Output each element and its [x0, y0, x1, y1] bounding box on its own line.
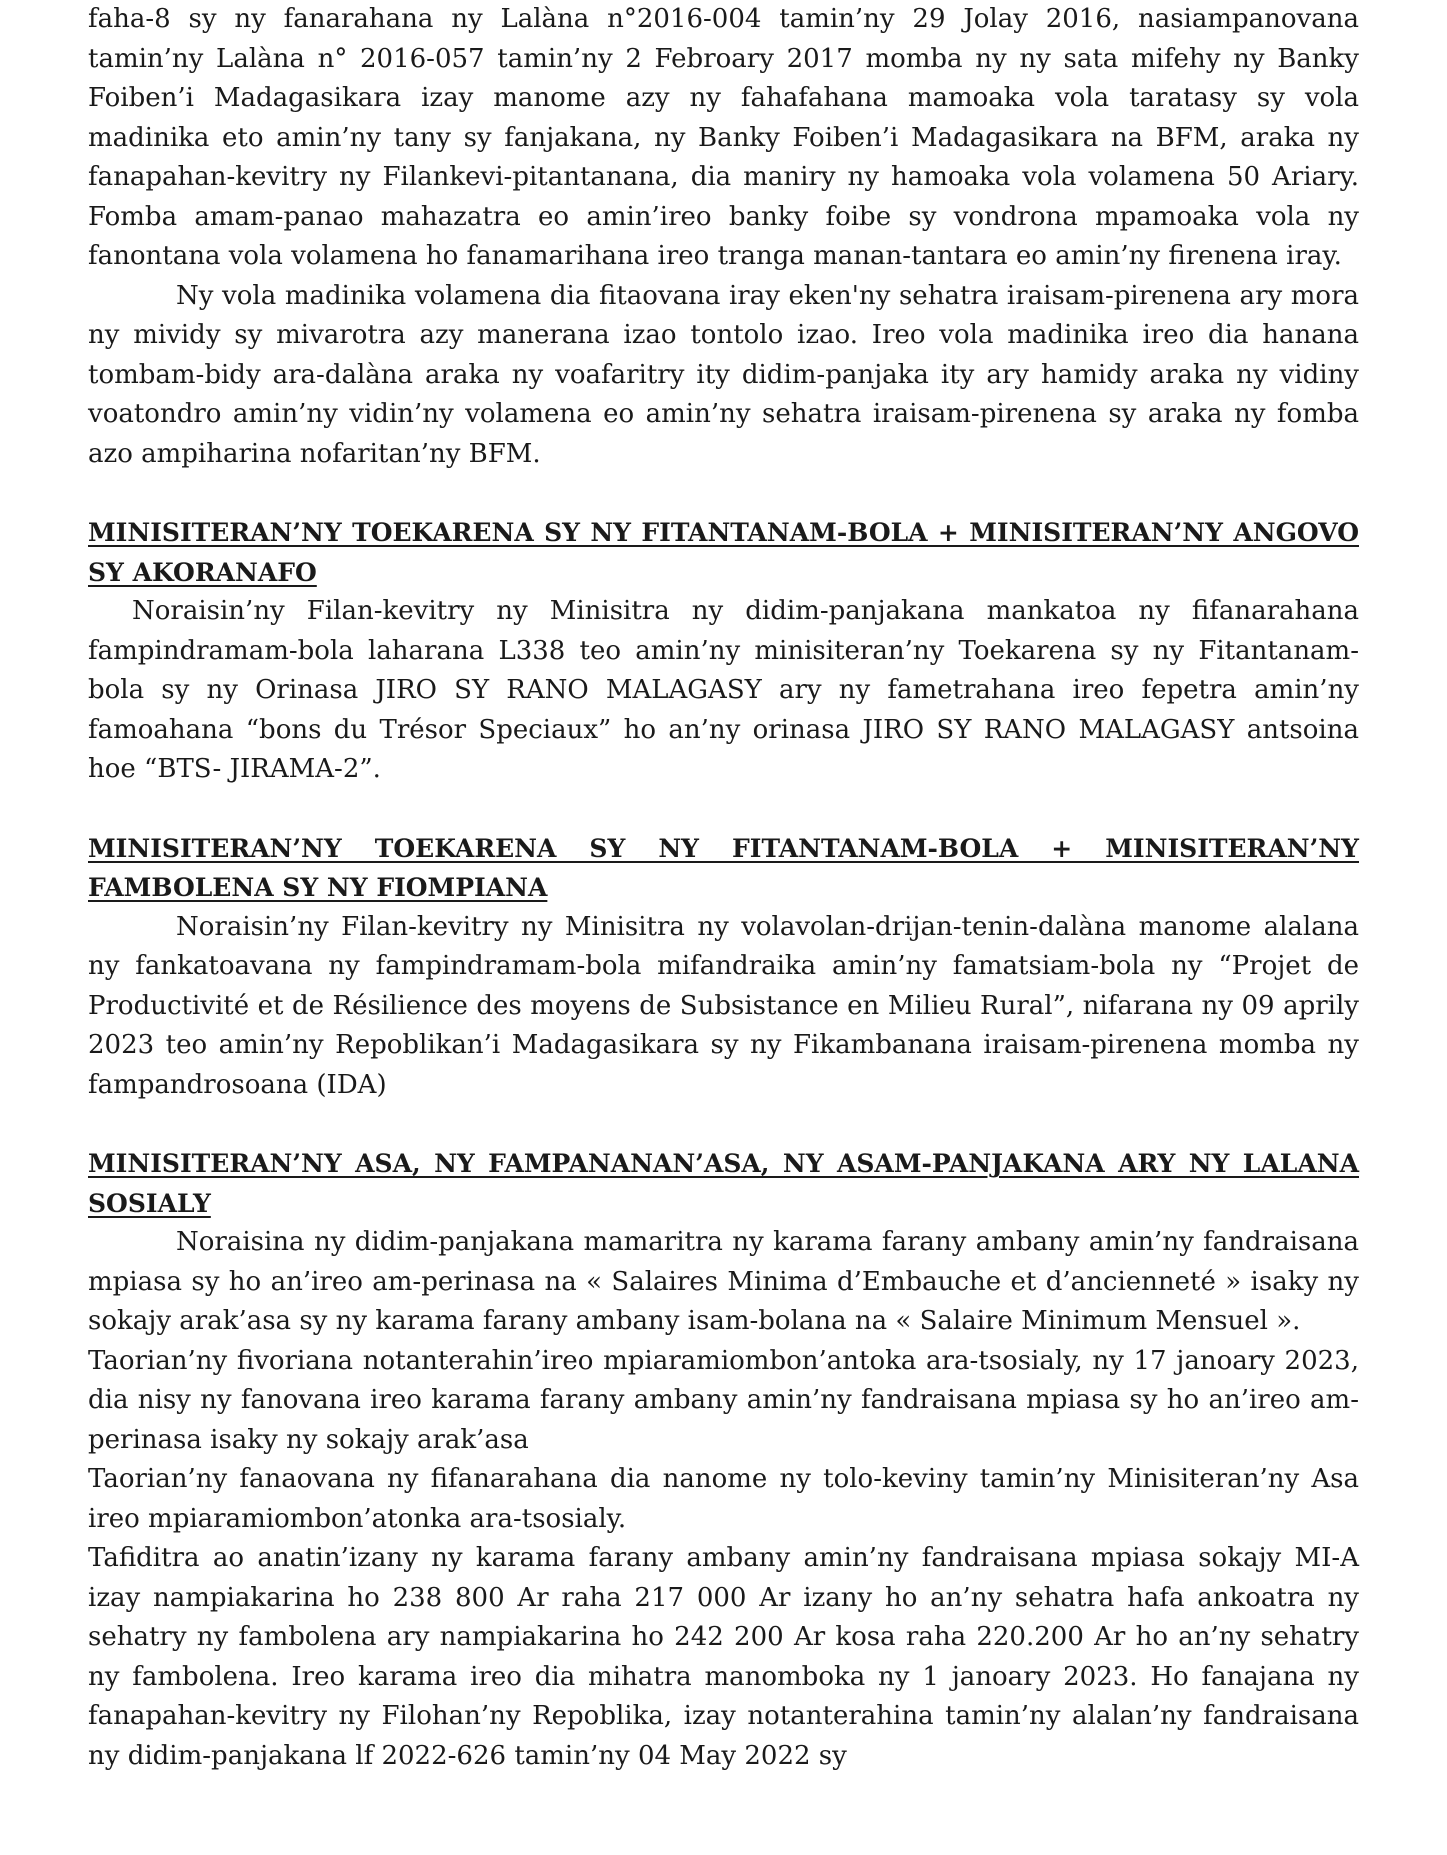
- section-gap: [88, 1105, 1359, 1144]
- section-labour-paragraph-3: Taorian’ny fanaovana ny fifanarahana dia nanome ny tolo-keviny tamin’ny Minisiteran’ny Asa ireo mpiaramiombon’atonka ara-tsosialy.: [88, 1464, 1359, 1534]
- section-economy-energy-paragraph: Noraisin’ny Filan-kevitry ny Minisitra ny didim-panjakana mankatoa ny fifanarahana fampindramam-bola laharana L338 teo amin’ny minisiteran’ny Toekarena sy ny Fitantanam-bola sy ny Orinasa JIRO SY RANO MALAGASY ary ny fametrahana ireo fepetra amin’ny famoahana “bons du Trésor Speciaux” ho an’ny orinasa JIRO SY RANO MALAGASY antsoina hoe “BTS- JIRAMA-2”.: [88, 596, 1359, 784]
- intro-paragraph-1: faha-8 sy ny fanarahana ny Lalàna n°2016-004 tamin’ny 29 Jolay 2016, nasiampanovana tamin’ny Lalàna n° 2016-057 tamin’ny 2 Febroary 2017 momba ny ny sata mifehy ny Banky Foiben’i Madagasikara izay manome azy ny fahafahana mamoaka vola taratasy sy vola madinika eto amin’ny tany sy fanjakana, ny Banky Foiben’i Madagasikara na BFM, araka ny fanapahan-kevitry ny Filankevi-pitantanana, dia maniry ny hamoaka vola volamena 50 Ariary. Fomba amam-panao mahazatra eo amin’ireo banky foibe sy vondrona mpamoaka vola ny fanontana vola volamena ho fanamarihana ireo tranga manan-tantara eo amin’ny firenena iray.: [88, 4, 1359, 271]
- intro-paragraph-2: Ny vola madinika volamena dia fitaovana iray eken'ny sehatra iraisam-pirenena ary mora ny mividy sy mivarotra azy manerana izao tontolo izao. Ireo vola madinika ireo dia hanana tombam-bidy ara-dalàna araka ny voafaritry ity didim-panjaka ity ary hamidy araka ny vidiny voatondro amin’ny vidin’ny volamena eo amin’ny sehatra iraisam-pirenena sy araka ny fomba azo ampiharina nofaritan’ny BFM.: [88, 280, 1359, 469]
- section-economy-agriculture-paragraph: Noraisin’ny Filan-kevitry ny Minisitra ny volavolan-drijan-tenin-dalàna manome alalana ny fankatoavana ny fampindramam-bola mifandraika amin’ny famatsiam-bola ny “Projet de Productivité et de Résilience des moyens de Subsistance en Milieu Rural”, nifarana ny 09 aprily 2023 teo amin’ny Repoblikan’i Madagasikara sy ny Fikambanana iraisam-pirenena momba ny fampandrosoana (IDA): [88, 911, 1359, 1100]
- section-labour-paragraph-2: Taorian’ny fivoriana notanterahin’ireo mpiaramiombon’antoka ara-tsosialy, ny 17 janoary 2023, dia nisy ny fanovana ireo karama farany ambany amin’ny fandraisana mpiasa sy ho an’ireo am-perinasa isaky ny sokajy arak’asa: [88, 1345, 1359, 1455]
- section-gap: [88, 790, 1359, 829]
- document-body: [88, 0, 1359, 1776]
- section-heading-economy-agriculture: MINISITERAN’NY TOEKARENA SY NY FITANTANAM-BOLA + MINISITERAN’NY FAMBOLENA SY NY FIOMPIANA: [88, 833, 1359, 902]
- section-labour-paragraph-1: Noraisina ny didim-panjakana mamaritra ny karama farany ambany amin’ny fandraisana mpiasa sy ho an’ireo am-perinasa na « Salaires Minima d’Embauche et d’ancienneté » isaky ny sokajy arak’asa sy ny karama farany ambany isam-bolana na « Salaire Minimum Mensuel ».: [88, 1227, 1359, 1336]
- section-labour-paragraph-4: Tafiditra ao anatin’izany ny karama farany ambany amin’ny fandraisana mpiasa sokajy MI-A izay nampiakarina ho 238 800 Ar raha 217 000 Ar izany ho an’ny sehatra hafa ankoatra ny sehatry ny fambolena ary nampiakarina ho 242 200 Ar kosa raha 220.200 Ar ho an’ny sehatry ny fambolena. Ireo karama ireo dia mihatra manomboka ny 1 janoary 2023. Ho fanajana ny fanapahan-kevitry ny Filohan’ny Repoblika, izay notanterahina tamin’ny alalan’ny fandraisana ny didim-panjakana lf 2022-626 tamin’ny 04 May 2022 sy: [88, 1543, 1359, 1771]
- section-heading-labour: MINISITERAN’NY ASA, NY FAMPANANAN’ASA, NY ASAM-PANJAKANA ARY NY LALANA SOSIALY: [88, 1149, 1359, 1218]
- section-heading-economy-energy: MINISITERAN’NY TOEKARENA SY NY FITANTANAM-BOLA + MINISITERAN’NY ANGOVO SY AKORANAFO: [88, 518, 1359, 587]
- section-gap: [88, 474, 1359, 513]
